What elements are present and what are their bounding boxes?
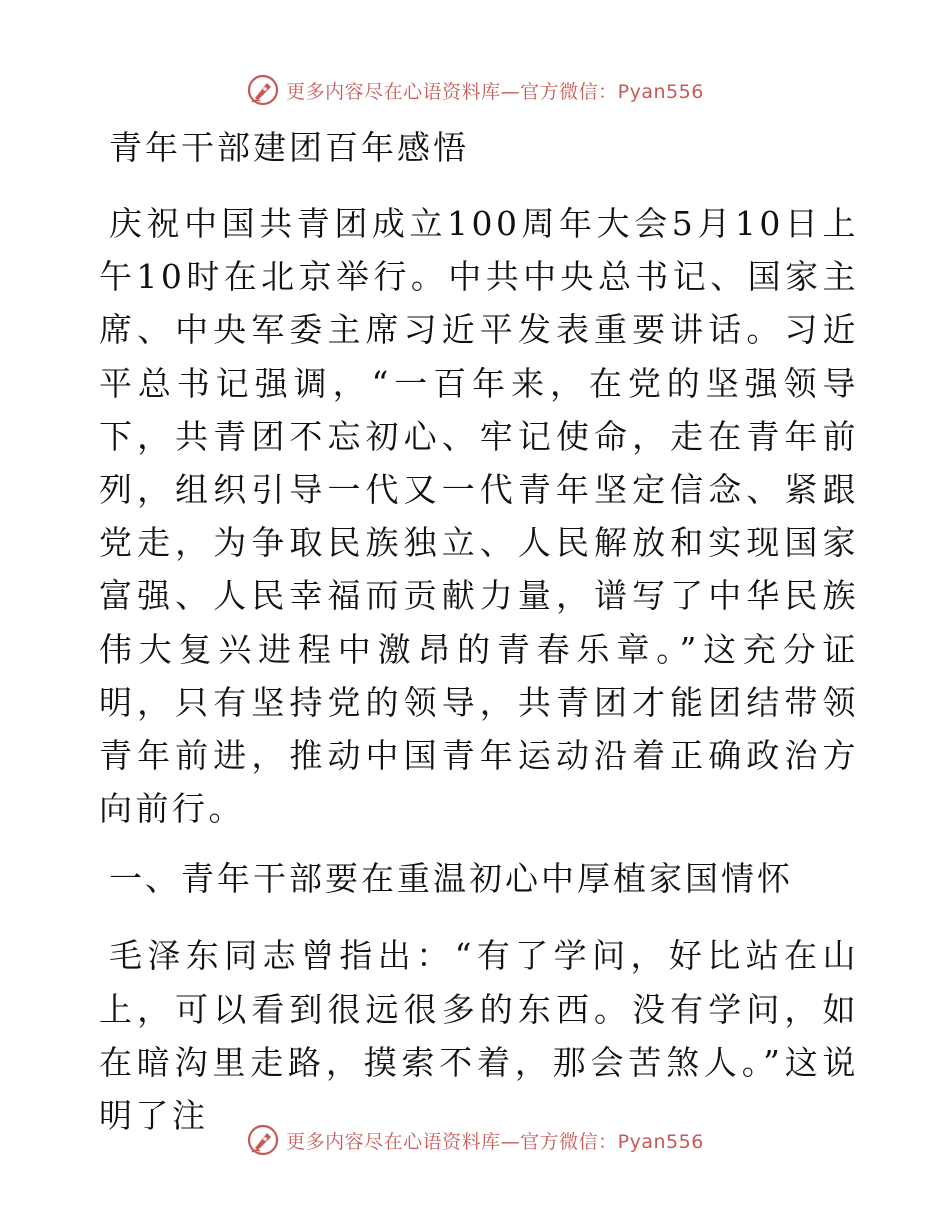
pen-nib-logo-icon <box>246 1123 280 1157</box>
watermark-text: 更多内容尽在心语资料库—官方微信：Pyan556 <box>286 80 704 103</box>
document-body <box>99 124 859 1142</box>
watermark-header <box>0 70 950 110</box>
section-heading-1: 一、青年干部要在重温初心中厚植家国情怀 <box>109 859 793 899</box>
document-title: 青年干部建团百年感悟 <box>109 128 469 167</box>
watermark-text: 更多内容尽在心语资料库—官方微信：Pyan556 <box>286 1130 704 1153</box>
watermark-footer <box>0 1120 950 1160</box>
paragraph-section-1: 毛泽东同志曾指出：“有了学问，好比站在山上，可以看到很远很多的东西。没有学问，如在暗沟里走路，摸索不着，那会苦煞人。”这说明了注 <box>99 936 859 1136</box>
paragraph-intro: 庆祝中国共青团成立100周年大会5月10日上午10时在北京举行。中共中央总书记、国家主席、中央军委主席习近平发表重要讲话。习近平总书记强调，“一百年来，在党的坚强领导下，共青团不忘初心、牢记使命，走在青年前列，组织引导一代又一代青年坚定信念、紧跟党走，为争取民族独立、人民解放和实现国家富强、人民幸福而贡献力量，谱写了中华民族伟大复兴进程中激昂的青春乐章。”这充分证明，只有坚持党的领导，共青团才能团结带领青年前进，推动中国青年运动沿着正确政治方向前行。 <box>99 204 859 829</box>
pen-nib-logo-icon <box>246 73 280 107</box>
